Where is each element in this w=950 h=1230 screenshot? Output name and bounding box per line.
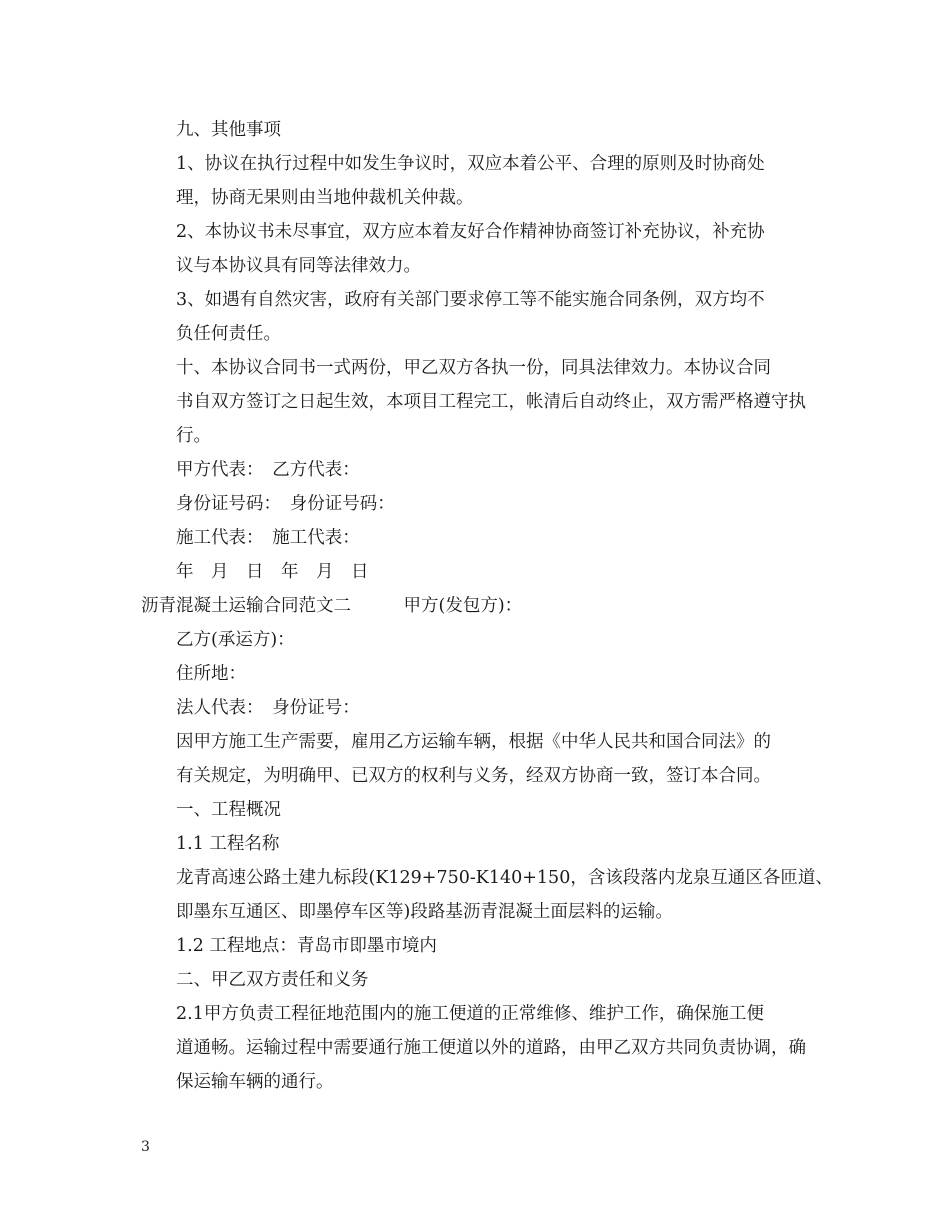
text-line: 1.2 工程地点：青岛市即墨市境内 [176,936,437,956]
text-line: 即墨东互通区、即墨停车区等)段路基沥青混凝土面层料的运输。 [176,902,673,922]
paragraph [141,793,813,827]
text-line: 有关规定，为明确甲、已双方的权利与义务，经双方协商一致，签订本合同。 [176,766,771,786]
text-line: 3、如遇有自然灾害，政府有关部门要求停工等不能实施合同条例，双方均不 [176,290,765,310]
text-line: 九、其他事项 [176,120,281,140]
text-line: 身份证号码： 身份证号码： [176,494,395,514]
text-line: 住所地： [176,664,246,684]
paragraph [141,487,813,521]
paragraph [141,929,813,963]
text-line: 书自双方签订之日起生效，本项目工程完工，帐清后自动终止，双方需严格遵守执 [176,392,806,412]
paragraph [141,691,813,725]
text-line: 沥青混凝土运输合同范文二 甲方(发包方)： [141,596,523,616]
paragraph [141,623,813,657]
text-line: 行。 [176,426,211,446]
paragraph [141,521,813,555]
paragraph [141,555,813,589]
text-line: 1、协议在执行过程中如发生争议时，双应本着公平、合理的原则及时协商处 [176,154,765,174]
paragraph [141,113,813,147]
text-line: 年 月 日 年 月 日 [176,562,369,582]
text-line: 乙方(承运方)： [176,630,295,650]
text-line: 十、本协议合同书一式两份，甲乙双方各执一份，同具法律效力。本协议合同 [176,358,771,378]
text-line: 龙青高速公路土建九标段(K129+750-K140+150，含该段落内龙泉互通区各匝道、 [176,868,833,888]
paragraph [141,725,813,793]
paragraph [141,283,813,351]
text-line: 2、本协议书未尽事宜，双方应本着友好合作精神协商签订补充协议，补充协 [176,222,765,242]
paragraph [141,963,813,997]
text-line: 一、工程概况 [176,800,281,820]
text-line: 保运输车辆的通行。 [176,1072,334,1092]
paragraph [141,657,813,691]
text-line: 施工代表： 施工代表： [176,528,360,548]
paragraph [141,147,813,215]
text-line: 甲方代表： 乙方代表： [176,460,360,480]
paragraph [141,997,813,1099]
text-line: 1.1 工程名称 [176,834,280,854]
text-line: 法人代表： 身份证号： [176,698,360,718]
text-line: 道通畅。运输过程中需要通行施工便道以外的道路，由甲乙双方共同负责协调，确 [176,1038,806,1058]
text-line: 负任何责任。 [176,324,281,344]
page-number: 3 [141,1139,150,1155]
document-body [141,113,833,1099]
text-line: 因甲方施工生产需要，雇用乙方运输车辆，根据《中华人民共和国合同法》的 [176,732,771,752]
paragraph [141,827,813,861]
paragraph [141,861,833,929]
text-line: 理，协商无果则由当地仲裁机关仲裁。 [176,188,474,208]
paragraph [141,589,813,623]
text-line: 二、甲乙双方责任和义务 [176,970,369,990]
paragraph [141,453,813,487]
text-line: 2.1甲方负责工程征地范围内的施工便道的正常维修、维护工作，确保施工便 [176,1004,764,1024]
paragraph [141,215,813,283]
paragraph [141,351,813,453]
text-line: 议与本协议具有同等法律效力。 [176,256,421,276]
